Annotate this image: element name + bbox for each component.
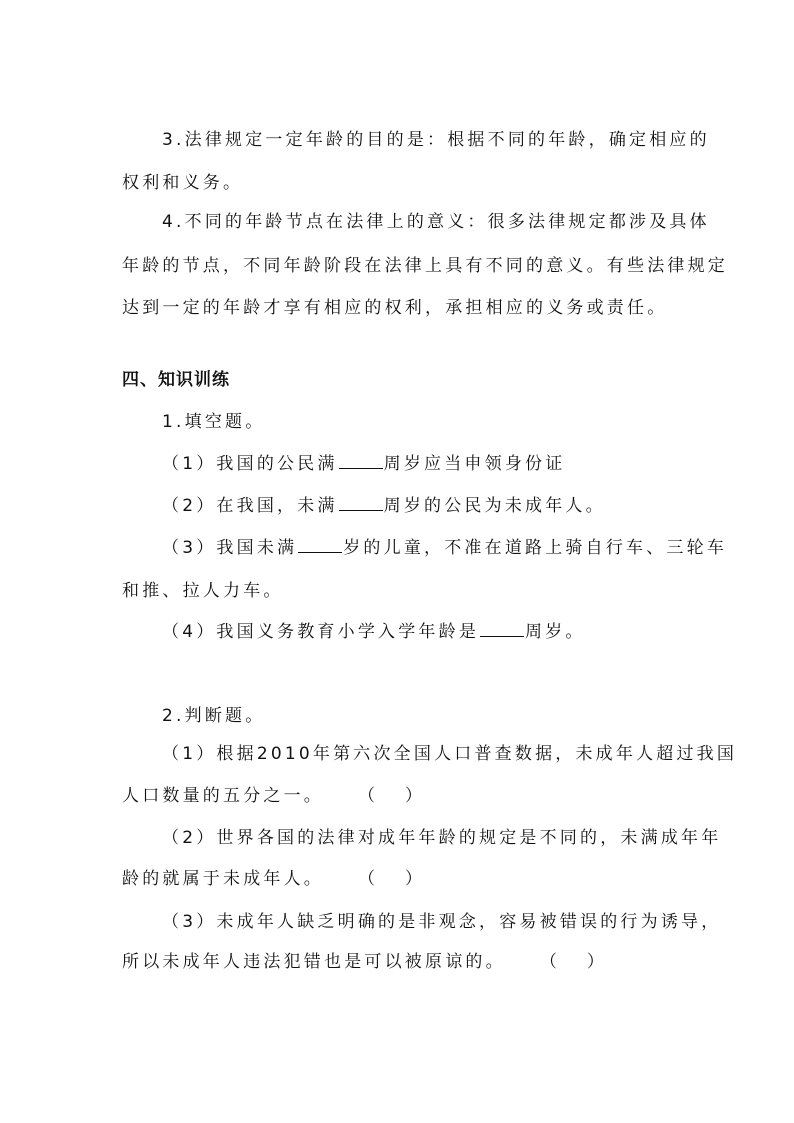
fill-q1-after: 周岁应当申领身份证 [383, 454, 566, 474]
judge-q1-text: 人口数量的五分之一。 [122, 786, 324, 806]
fill-q4-blank[interactable] [480, 620, 524, 637]
fill-q3-blank[interactable] [298, 536, 342, 553]
fill-q4-before: （4）我国义务教育小学入学年龄是 [162, 622, 480, 642]
fill-q4-after: 周岁。 [525, 622, 586, 642]
fill-q3-before: （3）我国未满 [162, 538, 298, 558]
fill-q1-before: （1）我国的公民满 [162, 454, 338, 474]
judge-q3-line2 [122, 950, 604, 974]
judge-title: 2.判断题。 [162, 706, 266, 726]
judge-q1-answer[interactable]: （ ） [358, 786, 422, 806]
item4-line3: 达到一定的年龄才享有相应的权利，承担相应的义务或责任。 [122, 298, 668, 318]
judge-q3-answer[interactable]: （ ） [539, 952, 604, 972]
fill-q2-blank[interactable] [339, 494, 383, 511]
judge-q2-line1: （2）世界各国的法律对成年年龄的规定是不同的，未满成年年 [162, 828, 722, 848]
judge-q3-text: 所以未成年人违法犯错也是可以被原谅的。 [122, 952, 506, 972]
fill-q2-before: （2）在我国，未满 [162, 496, 338, 516]
judge-q3-line1: （3）未成年人缺乏明确的是非观念，容易被错误的行为诱导， [162, 912, 722, 932]
fill-q4 [162, 620, 586, 644]
fill-q2-after: 周岁的公民为未成年人。 [383, 496, 606, 516]
fill-q1 [162, 452, 565, 476]
fill-q3 [162, 536, 727, 560]
fill-title: 1.填空题。 [162, 412, 266, 432]
fill-q2 [162, 494, 606, 518]
item3-line2: 权利和义务。 [122, 173, 244, 193]
judge-q2-text: 龄的就属于未成年人。 [122, 869, 324, 889]
judge-q2-answer[interactable]: （ ） [358, 869, 422, 889]
judge-q2-line2 [122, 867, 422, 891]
fill-q1-blank[interactable] [339, 452, 383, 469]
section-title: 四、知识训练 [122, 370, 230, 390]
item4-line2: 年龄的节点，不同年龄阶段在法律上具有不同的意义。有些法律规定 [122, 256, 728, 276]
judge-q1-line2 [122, 784, 422, 808]
item3-line1: 3.法律规定一定年龄的目的是：根据不同的年龄，确定相应的 [162, 130, 710, 150]
fill-q3-line2: 和推、拉人力车。 [122, 581, 284, 601]
item4-line1: 4.不同的年龄节点在法律上的意义：很多法律规定都涉及具体 [162, 212, 710, 232]
judge-q1-line1: （1）根据2010年第六次全国人口普查数据，未成年人超过我国 [162, 744, 738, 764]
fill-q3-after: 岁的儿童，不准在道路上骑自行车、三轮车 [343, 538, 728, 558]
